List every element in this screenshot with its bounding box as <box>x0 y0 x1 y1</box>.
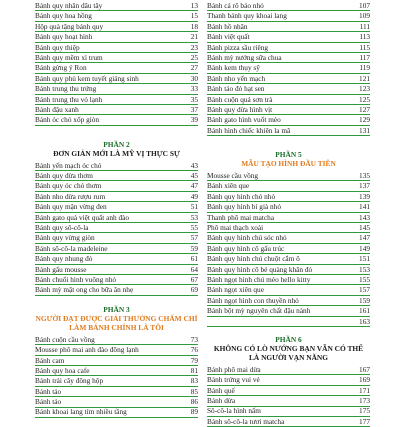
section-2-title: ĐƠN GIẢN MỚI LÀ MỸ VỊ THỰC SỰ <box>53 148 180 158</box>
toc-entry-page: 53 <box>190 212 198 222</box>
toc-entry-page: 155 <box>359 274 370 284</box>
toc-entry-page: 125 <box>359 94 370 104</box>
toc-entry-page: 51 <box>190 202 198 212</box>
toc-entry-title: Bánh táo <box>35 397 62 407</box>
toc-entry[interactable] <box>35 265 198 275</box>
toc-entry-title: Bánh xiên que <box>207 181 250 191</box>
toc-entry-title: Bánh quy óc chó thơm <box>35 181 102 191</box>
toc-entry-page: 121 <box>359 73 370 83</box>
toc-entry-page: 175 <box>359 406 370 416</box>
toc-entry[interactable] <box>35 22 198 32</box>
toc-entry[interactable] <box>35 161 198 171</box>
toc-entry-title: Bánh tảo <box>35 386 62 396</box>
toc-entry-page: 113 <box>359 32 370 42</box>
toc-entry-title: Bánh quy hình bí già nhỏ <box>207 202 281 212</box>
toc-entry-title: Bánh quy hoạt hình <box>35 32 93 42</box>
toc-left-column <box>35 1 198 418</box>
toc-entry-page: 119 <box>359 63 370 73</box>
toc-entry[interactable] <box>35 335 198 345</box>
toc-list-section-2 <box>35 161 198 296</box>
toc-entry-title: Bánh quy dừa hình vịt <box>207 104 273 114</box>
toc-entry-page: 86 <box>190 397 198 407</box>
toc-right-column <box>207 1 370 427</box>
toc-entry-page: 141 <box>359 202 370 212</box>
section-3-title-line-1: NGƯỜI ĐẠT ĐƯỢC GIẢI THƯỞNG CHẤM CHỈ <box>35 313 198 323</box>
section-5-label: PHẦN 5 <box>275 150 302 160</box>
section-3-label: PHẦN 3 <box>103 304 130 314</box>
toc-entry[interactable] <box>35 105 198 115</box>
toc-entry[interactable] <box>207 105 370 115</box>
toc-entry-page: 37 <box>190 104 198 114</box>
toc-entry[interactable] <box>35 213 198 223</box>
toc-entry-page: 55 <box>190 223 198 233</box>
toc-entry-page: 76 <box>190 345 198 355</box>
toc-entry-title: Bánh kem thụy sỹ <box>207 63 260 73</box>
toc-entry-page: 153 <box>359 264 370 274</box>
toc-entry[interactable] <box>207 365 370 375</box>
toc-entry-page: 111 <box>359 21 370 31</box>
toc-entry-title: Thanh phô mai matcha <box>207 212 275 222</box>
section-6-title-line-1: KHÔNG CÓ LÒ NƯỚNG BẠN VẪN CÓ THỂ <box>213 343 364 353</box>
toc-entry-page: 35 <box>190 94 198 104</box>
toc-entry-title: Bánh sô-cô-la tươi matcha <box>207 416 285 426</box>
toc-entry-page: 18 <box>190 21 198 31</box>
toc-entry-title: Bánh quy mận vừng đen <box>35 202 107 212</box>
toc-entry[interactable] <box>35 254 198 264</box>
toc-entry-page: 143 <box>359 212 370 222</box>
toc-entry-title: Bánh phô mai dừa <box>207 364 261 374</box>
toc-entry-page: 69 <box>190 285 198 295</box>
section-3-heading <box>35 305 198 332</box>
section-5-heading <box>207 150 370 168</box>
toc-entry-page: 43 <box>190 160 198 170</box>
toc-entry-page: 115 <box>359 42 370 52</box>
toc-entry-page: 145 <box>359 223 370 233</box>
toc-entry[interactable] <box>207 1 370 11</box>
toc-entry-page: 137 <box>359 181 370 191</box>
toc-entry-page: 33 <box>190 84 198 94</box>
toc-entry-page: 67 <box>190 274 198 284</box>
toc-entry-title: Bánh đậu xanh <box>35 104 79 114</box>
toc-entry-title: Mousse phô mai anh đào đông lạnh <box>35 345 139 355</box>
toc-entry[interactable] <box>35 345 198 355</box>
toc-entry-page: 129 <box>359 115 370 125</box>
toc-entry[interactable] <box>35 11 198 21</box>
toc-entry-page: 163 <box>359 316 370 326</box>
toc-entry-page: 39 <box>190 115 198 125</box>
toc-entry[interactable] <box>207 213 370 223</box>
toc-entry[interactable] <box>207 171 370 181</box>
toc-entry-title: Bánh gấu mousse <box>35 264 87 274</box>
toc-entry-title: Bánh trái cây đông hộp <box>35 376 104 386</box>
toc-entry-page: 147 <box>359 233 370 243</box>
toc-entry[interactable] <box>35 84 198 94</box>
toc-entry[interactable] <box>207 254 370 264</box>
toc-entry-page: 167 <box>359 364 370 374</box>
toc-entry[interactable] <box>35 366 198 376</box>
toc-entry-page: 61 <box>190 254 198 264</box>
toc-entry[interactable] <box>35 387 198 397</box>
toc-entry[interactable] <box>35 223 198 233</box>
toc-entry-title: Bánh quy thiệp <box>35 42 80 52</box>
toc-entry-page: 15 <box>190 11 198 21</box>
toc-entry-page: 177 <box>359 416 370 426</box>
toc-entry[interactable] <box>35 244 198 254</box>
toc-entry-page: 83 <box>190 376 198 386</box>
toc-entry-page: 85 <box>190 386 198 396</box>
toc-entry-page: 25 <box>190 52 198 62</box>
section-2-heading <box>35 140 198 158</box>
toc-entry[interactable] <box>35 53 198 63</box>
toc-entry-page: 159 <box>359 295 370 305</box>
toc-entry[interactable] <box>207 74 370 84</box>
toc-entry[interactable] <box>207 317 370 327</box>
toc-entry[interactable] <box>35 408 198 418</box>
toc-entry-title: Bánh pizza sầu riêng <box>207 42 268 52</box>
toc-entry-title: Bánh bột mỳ nguyên chất đậu nành <box>207 306 311 316</box>
toc-entry[interactable] <box>207 126 370 136</box>
toc-entry-title: Hộp quà tặng bánh quy <box>35 21 104 31</box>
toc-list-section-3 <box>35 335 198 418</box>
toc-entry[interactable] <box>207 43 370 53</box>
section-6-title-line-2: LÀ NGƯỜI VẠN NĂNG <box>248 352 329 362</box>
toc-entry-page: 151 <box>359 254 370 264</box>
toc-entry-page: 13 <box>190 1 198 10</box>
toc-entry-page: 157 <box>359 285 370 295</box>
toc-entry-page: 127 <box>359 104 370 114</box>
toc-entry-title: Bánh quy hình cô gấu trúc <box>207 243 285 253</box>
toc-entry-title: Bánh quy hoa cafe <box>35 365 90 375</box>
toc-entry[interactable] <box>35 63 198 73</box>
toc-entry[interactable] <box>207 386 370 396</box>
toc-entry[interactable] <box>207 275 370 285</box>
toc-entry-page: 123 <box>359 84 370 94</box>
toc-entry[interactable] <box>207 265 370 275</box>
toc-entry-title: Bánh cuộn cầu vồng <box>35 334 95 344</box>
toc-entry[interactable] <box>207 244 370 254</box>
toc-entry-title: Bánh quy nhân dâu tây <box>35 1 103 10</box>
section-2-label: PHẦN 2 <box>103 139 130 149</box>
toc-entry-title: Bánh trung thu vỏ lạnh <box>35 94 103 104</box>
toc-entry-title: Bánh chuối hình vuông nhỏ <box>35 274 117 284</box>
toc-list-right-top <box>207 1 370 136</box>
toc-entry[interactable] <box>35 95 198 105</box>
toc-entry-page: 109 <box>359 11 370 21</box>
toc-entry[interactable] <box>207 375 370 385</box>
toc-entry-page: 139 <box>359 191 370 201</box>
toc-entry-title: Mousse cầu vồng <box>207 171 259 181</box>
toc-entry-title: Bánh cá rô bảo nhỏ <box>207 1 264 10</box>
toc-entry-title: Bánh táo đỏ hạt sen <box>207 84 265 94</box>
toc-entry-title: Bánh quy hình chú chuột cắm ô <box>207 254 300 264</box>
toc-entry-title: Bánh gừng ý Ron <box>35 63 87 73</box>
toc-entry-title: Bánh quế <box>207 385 235 395</box>
toc-entry-page: 57 <box>190 233 198 243</box>
toc-entry-title: Bánh trứng vui vẻ <box>207 375 260 385</box>
toc-entry-title: Sô-cô-la hình nấm <box>207 406 261 416</box>
toc-entry[interactable] <box>35 202 198 212</box>
toc-entry[interactable] <box>35 285 198 295</box>
toc-entry-title: Bánh sô-cô-la madeleine <box>35 243 108 253</box>
toc-entry[interactable] <box>207 181 370 191</box>
toc-entry-title: Bánh ngọt xiên que <box>207 285 264 295</box>
toc-entry-title: Bánh khoai lang tím nhiều tầng <box>35 407 127 417</box>
toc-entry-page: 161 <box>359 306 370 316</box>
toc-entry[interactable] <box>35 171 198 181</box>
toc-entry[interactable] <box>207 202 370 212</box>
toc-entry[interactable] <box>207 296 370 306</box>
toc-entry-title: Bánh quy phủ kem tuyết giáng sinh <box>35 73 139 83</box>
toc-entry-page: 49 <box>190 191 198 201</box>
toc-entry-title: Bánh dừa <box>207 396 236 406</box>
toc-entry-page: 79 <box>190 355 198 365</box>
toc-entry-title: Bánh quy hình cô bé quàng khăn đỏ <box>207 264 313 274</box>
toc-entry[interactable] <box>35 43 198 53</box>
toc-entry-title: Bánh quy hoa hồng <box>35 11 92 21</box>
toc-entry-page: 45 <box>190 171 198 181</box>
toc-entry-title: Bánh gato hình vuốt mèo <box>207 115 281 125</box>
toc-entry-page: 23 <box>190 42 198 52</box>
toc-list-left-top <box>35 1 198 126</box>
section-6-label: PHẦN 6 <box>275 334 302 344</box>
toc-list-section-6 <box>207 365 370 427</box>
toc-entry[interactable] <box>35 397 198 407</box>
toc-entry-page: 131 <box>359 125 370 135</box>
toc-entry[interactable] <box>207 396 370 406</box>
toc-entry-page: 47 <box>190 181 198 191</box>
toc-entry[interactable] <box>207 63 370 73</box>
toc-entry[interactable] <box>207 115 370 125</box>
toc-entry-page: 30 <box>190 73 198 83</box>
toc-entry[interactable] <box>207 11 370 21</box>
toc-entry[interactable] <box>207 53 370 63</box>
toc-entry-page: 107 <box>359 1 370 10</box>
toc-entry-page: 27 <box>190 63 198 73</box>
toc-entry-title: Bánh óc chó xốp giòn <box>35 115 100 125</box>
toc-entry-page: 73 <box>190 334 198 344</box>
toc-entry-title: Bánh quy hình chú sóc nhỏ <box>207 233 287 243</box>
toc-entry[interactable] <box>207 84 370 94</box>
toc-entry[interactable] <box>35 192 198 202</box>
section-3-title-line-2: LÀM BÁNH CHÍNH LÀ TÔI <box>69 322 164 332</box>
toc-entry[interactable] <box>207 285 370 295</box>
toc-entry-page: 173 <box>359 396 370 406</box>
toc-entry[interactable] <box>35 1 198 11</box>
toc-entry-title: Bánh nho dừa rượu rum <box>35 191 106 201</box>
toc-entry-page: 64 <box>190 264 198 274</box>
toc-entry-title: Bánh quy nhung đỏ <box>35 254 93 264</box>
toc-entry-title: Bánh yến mạch óc chó <box>35 160 102 170</box>
toc-entry-title: Bánh trung thu trứng <box>35 84 97 94</box>
toc-entry[interactable] <box>35 233 198 243</box>
toc-entry[interactable] <box>207 95 370 105</box>
toc-entry-page: 135 <box>359 171 370 181</box>
toc-entry[interactable] <box>35 74 198 84</box>
toc-entry-title: Bánh nho yến mạch <box>207 73 266 83</box>
toc-entry-page: 117 <box>359 52 370 62</box>
toc-entry[interactable] <box>35 181 198 191</box>
toc-list-section-5 <box>207 171 370 327</box>
toc-entry[interactable] <box>35 32 198 42</box>
toc-entry-title: Bánh hình chiếc khiên la mã <box>207 125 291 135</box>
toc-entry[interactable] <box>207 223 370 233</box>
toc-entry[interactable] <box>207 306 370 316</box>
toc-entry-title: Thanh bánh quy khoai lang <box>207 11 287 21</box>
toc-entry-title: Bánh quy sô-cô-la <box>35 223 89 233</box>
toc-entry-title: Phô mai thạch xoài <box>207 223 264 233</box>
toc-entry[interactable] <box>35 356 198 366</box>
toc-entry-title: Bánh quy dừa thơm <box>35 171 93 181</box>
toc-entry[interactable] <box>207 22 370 32</box>
toc-entry-title: Bánh quy vừng giòn <box>35 233 95 243</box>
toc-entry-title: Bánh gato quả việt quất anh đào <box>35 212 130 222</box>
toc-entry-page: 21 <box>190 32 198 42</box>
toc-entry-page: 169 <box>359 375 370 385</box>
toc-entry[interactable] <box>207 407 370 417</box>
toc-entry-title: Bánh ngọt hình con thuyền nhỏ <box>207 295 299 305</box>
toc-entry-title: Bánh việt quất <box>207 32 250 42</box>
toc-entry-title: Bánh cuộn quả sơn trà <box>207 94 273 104</box>
toc-entry-page: 59 <box>190 243 198 253</box>
toc-entry[interactable] <box>35 115 198 125</box>
toc-entry-title: Bánh mỳ nướng sữa chua <box>207 52 282 62</box>
toc-entry-title: Bánh cam <box>35 355 65 365</box>
toc-entry-title: Bánh quy hình chó nhỏ <box>207 191 276 201</box>
toc-entry-page: 171 <box>359 385 370 395</box>
toc-entry-page: 89 <box>190 407 198 417</box>
toc-entry-page: 81 <box>190 365 198 375</box>
section-6-heading <box>207 335 370 362</box>
toc-entry[interactable] <box>207 192 370 202</box>
toc-entry[interactable] <box>207 417 370 427</box>
toc-entry-title: Bánh hồ nhãn <box>207 21 248 31</box>
toc-entry-title: Bánh ngọt hình chú mèo hello kitty <box>207 274 311 284</box>
toc-entry-page: 149 <box>359 243 370 253</box>
toc-entry[interactable] <box>35 275 198 285</box>
toc-entry[interactable] <box>207 32 370 42</box>
section-5-title: MẪU TẠO HÌNH ĐẦU TIÊN <box>241 159 336 169</box>
toc-entry[interactable] <box>207 233 370 243</box>
toc-entry-title: Bánh mỳ mật ong cho bữa ăn nhẹ <box>35 285 134 295</box>
toc-entry-title: Bánh quy mềm xì trum <box>35 52 103 62</box>
toc-entry[interactable] <box>35 376 198 386</box>
